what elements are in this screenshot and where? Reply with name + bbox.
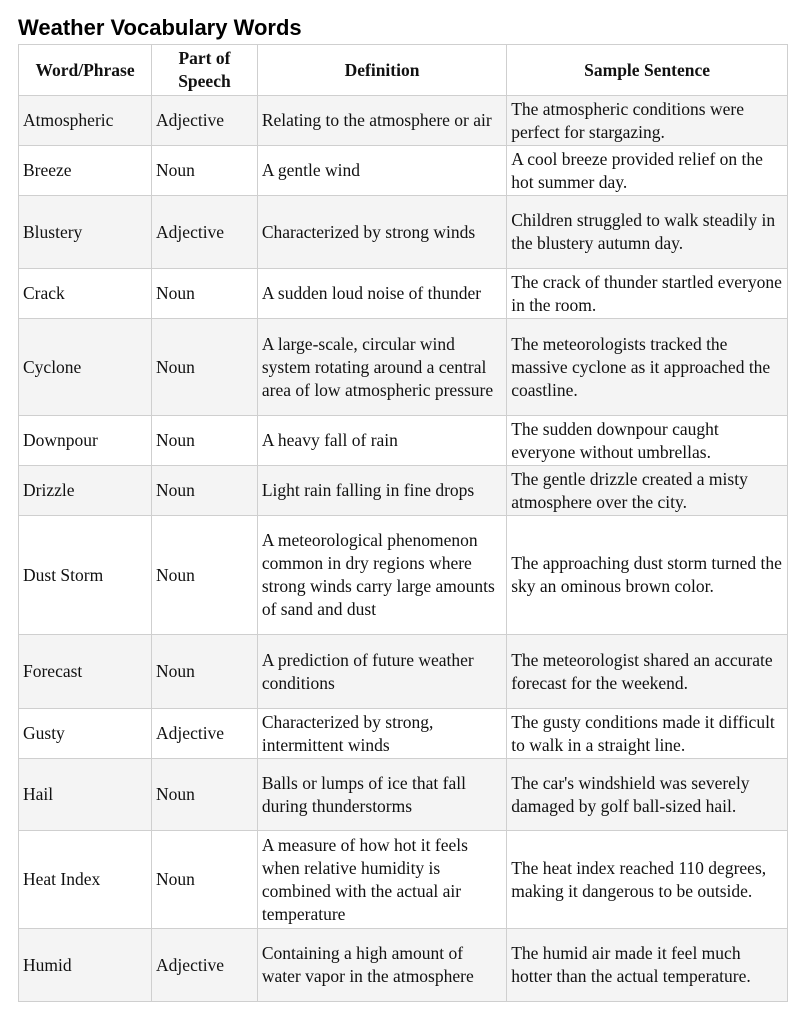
table-row [19, 319, 788, 416]
table-row [19, 269, 788, 319]
cell-part-of-speech: Adjective [152, 709, 258, 759]
cell-sample-sentence: The sudden downpour caught everyone without umbrellas. [507, 416, 788, 466]
cell-word: Humid [19, 929, 152, 1002]
cell-part-of-speech: Noun [152, 831, 258, 929]
table-body [19, 96, 788, 1002]
cell-definition: Characterized by strong, intermittent winds [257, 709, 506, 759]
cell-definition: A large-scale, circular wind system rotating around a central area of low atmospheric pressure [257, 319, 506, 416]
table-row [19, 146, 788, 196]
cell-definition: A prediction of future weather conditions [257, 635, 506, 709]
cell-word: Cyclone [19, 319, 152, 416]
table-row [19, 96, 788, 146]
cell-part-of-speech: Noun [152, 416, 258, 466]
cell-sample-sentence: The meteorologist shared an accurate forecast for the weekend. [507, 635, 788, 709]
cell-definition: Characterized by strong winds [257, 196, 506, 269]
cell-definition: Light rain falling in fine drops [257, 466, 506, 516]
cell-definition: Relating to the atmosphere or air [257, 96, 506, 146]
cell-sample-sentence: The approaching dust storm turned the sky an ominous brown color. [507, 516, 788, 635]
cell-part-of-speech: Noun [152, 146, 258, 196]
cell-sample-sentence: The humid air made it feel much hotter than the actual temperature. [507, 929, 788, 1002]
table-row [19, 709, 788, 759]
table-row [19, 635, 788, 709]
cell-definition: A heavy fall of rain [257, 416, 506, 466]
cell-word: Crack [19, 269, 152, 319]
table-row [19, 929, 788, 1002]
cell-definition: A gentle wind [257, 146, 506, 196]
table-header-row [19, 45, 788, 96]
cell-sample-sentence: A cool breeze provided relief on the hot summer day. [507, 146, 788, 196]
table-row [19, 416, 788, 466]
cell-word: Blustery [19, 196, 152, 269]
cell-part-of-speech: Adjective [152, 196, 258, 269]
cell-part-of-speech: Noun [152, 635, 258, 709]
cell-definition: Balls or lumps of ice that fall during thunderstorms [257, 759, 506, 831]
page-title: Weather Vocabulary Words [18, 15, 302, 40]
column-header-definition: Definition [257, 45, 506, 96]
cell-sample-sentence: The atmospheric conditions were perfect for stargazing. [507, 96, 788, 146]
cell-part-of-speech: Adjective [152, 929, 258, 1002]
table-row [19, 759, 788, 831]
column-header-part-of-speech: Part of Speech [152, 45, 258, 96]
cell-word: Heat Index [19, 831, 152, 929]
table-row [19, 466, 788, 516]
cell-sample-sentence: The car's windshield was severely damaged by golf ball-sized hail. [507, 759, 788, 831]
cell-sample-sentence: Children struggled to walk steadily in the blustery autumn day. [507, 196, 788, 269]
cell-definition: A meteorological phenomenon common in dry regions where strong winds carry large amounts of sand and dust [257, 516, 506, 635]
cell-part-of-speech: Noun [152, 319, 258, 416]
cell-sample-sentence: The heat index reached 110 degrees, making it dangerous to be outside. [507, 831, 788, 929]
cell-sample-sentence: The meteorologists tracked the massive cyclone as it approached the coastline. [507, 319, 788, 416]
table-row [19, 196, 788, 269]
cell-part-of-speech: Adjective [152, 96, 258, 146]
cell-word: Hail [19, 759, 152, 831]
column-header-sample-sentence: Sample Sentence [507, 45, 788, 96]
table-row [19, 516, 788, 635]
cell-part-of-speech: Noun [152, 269, 258, 319]
cell-sample-sentence: The gusty conditions made it difficult to walk in a straight line. [507, 709, 788, 759]
cell-word: Forecast [19, 635, 152, 709]
cell-sample-sentence: The crack of thunder startled everyone in the room. [507, 269, 788, 319]
cell-word: Breeze [19, 146, 152, 196]
cell-definition: A measure of how hot it feels when relative humidity is combined with the actual air temperature [257, 831, 506, 929]
cell-word: Gusty [19, 709, 152, 759]
cell-word: Drizzle [19, 466, 152, 516]
cell-word: Atmospheric [19, 96, 152, 146]
cell-definition: A sudden loud noise of thunder [257, 269, 506, 319]
cell-definition: Containing a high amount of water vapor in the atmosphere [257, 929, 506, 1002]
table-row [19, 831, 788, 929]
cell-word: Downpour [19, 416, 152, 466]
column-header-word: Word/Phrase [19, 45, 152, 96]
cell-part-of-speech: Noun [152, 516, 258, 635]
cell-part-of-speech: Noun [152, 466, 258, 516]
cell-word: Dust Storm [19, 516, 152, 635]
cell-sample-sentence: The gentle drizzle created a misty atmosphere over the city. [507, 466, 788, 516]
vocabulary-table [18, 44, 788, 1002]
cell-part-of-speech: Noun [152, 759, 258, 831]
